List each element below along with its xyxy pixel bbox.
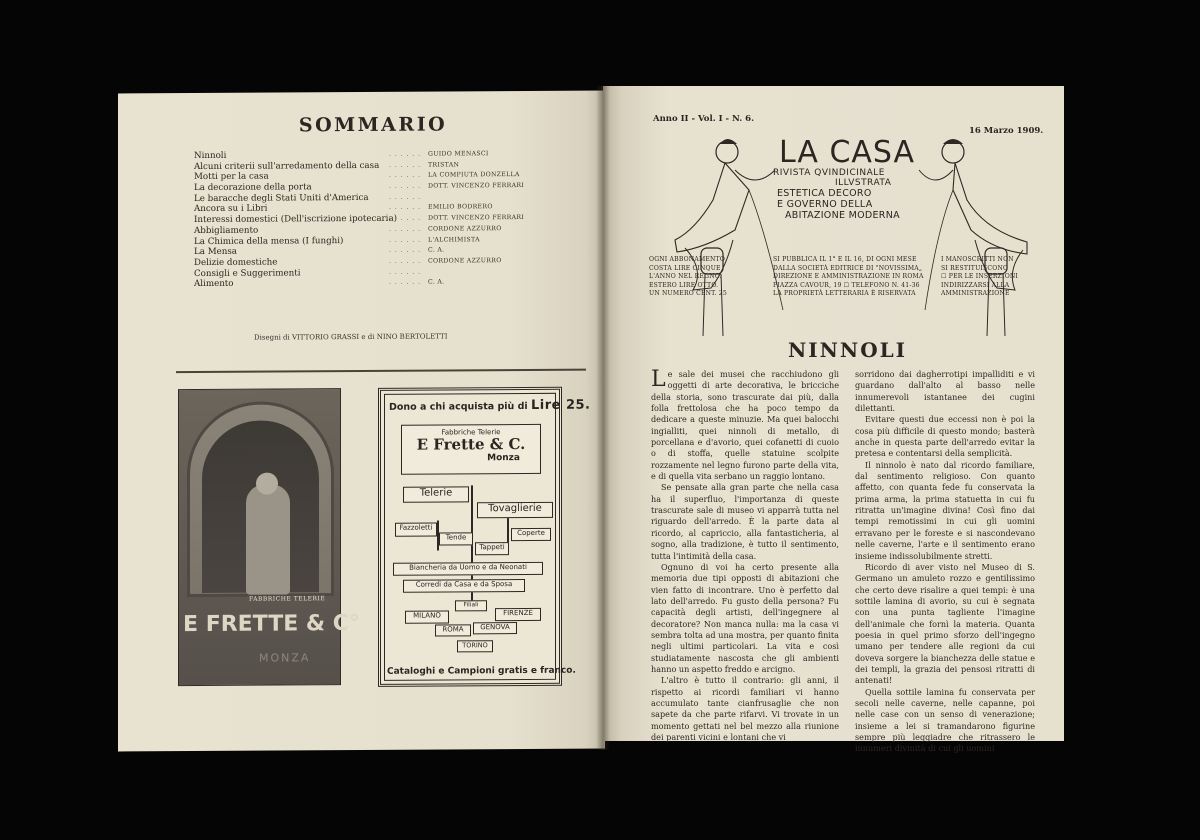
toc-entry-title: Ancora su i Libri <box>194 204 268 215</box>
right-page <box>603 86 1064 754</box>
toc-leader-dots: . . . . . . <box>389 278 421 287</box>
sign-biancheria: Biancheria da Uomo e da Neonati <box>393 562 543 576</box>
spine-shadow <box>596 86 610 750</box>
table-of-contents <box>194 149 574 290</box>
toc-leader-dots: . . . . . . <box>389 268 421 276</box>
frette-signpost-ad <box>378 387 591 687</box>
divider <box>176 369 586 373</box>
toc-entry-title: Alcuni criterii sull'arredamento della casa <box>194 160 380 172</box>
sign-roma: ROMA <box>435 624 471 636</box>
sign-corredi: Corredi da Casa e da Sposa <box>403 579 525 593</box>
toc-leader-dots: . . . . . . <box>389 172 421 180</box>
sign-genova: GENOVA <box>473 622 517 634</box>
sign-telerie: Telerie <box>403 486 469 502</box>
toc-entry-title: Alimento <box>194 279 234 290</box>
ad1-banner: FABBRICHE TELERIE <box>249 595 326 603</box>
issue-date: 16 Marzo 1909. <box>969 126 1044 136</box>
ad2-footer: Cataloghi e Campioni gratis e franco. <box>387 665 576 677</box>
toc-entry-author: EMILIO BODRERO <box>428 203 493 212</box>
sign-fazzoletti: Fazzoletti <box>395 523 437 537</box>
toc-leader-dots: . . . . . . <box>389 246 421 255</box>
article-paragraph: L'altro è tutto il contrario: gli anni, il rispetto ai ricordi familiari vi hanno accumulato tante cianfrusaglie che non sapete da che parte rifarvi. Vi trovate in un momento gettati nel bel mezzo alla riunione dei parenti vicini e lontani che vi <box>651 675 839 742</box>
ad2-header: Dono a chi acquista più di Lire 25. <box>389 397 591 413</box>
info-line: L'ANNO NEL REGNO. <box>649 273 722 281</box>
info-line: OGNI ABBONAMENTO <box>649 256 726 263</box>
info-line: DIREZIONE E AMMINISTRAZIONE IN ROMA <box>773 273 924 281</box>
sign-tende: Tende <box>439 532 473 545</box>
seated-woman-illustration <box>246 484 290 594</box>
toc-entry-author: LA COMPIUTA DONZELLA <box>428 171 520 179</box>
article-paragraph: Le sale dei musei che racchiudono gli oggetti di arte decorativa, le bricciche della storia, sono trascurate dai più, dalla folla frettolosa che ha poco tempo da dedicare a queste minuzie. Ma quei balocchi ingialliti, quei ninnoli di metallo, di porcellana e d'avorio, quei cofanetti di cuoio o di stoffa, quelle statuine scolpite rozzamente nel legno furono parte della vita, e di quella vita serbano un raggio lontano. <box>651 367 839 482</box>
article-paragraph: Evitare questi due eccessi non è poi la cosa più difficile di questo mondo; basterà anche in questa parte dell'arredo evitar la pretesa e contentarsi della semplicità. <box>855 414 1035 459</box>
gothic-arch-illustration <box>187 401 334 597</box>
info-line: ☐ PER LE INSERZIONI <box>941 273 1019 281</box>
issue-number: Anno II - Vol. I - N. 6. <box>653 114 755 124</box>
manuscript-info <box>941 256 1018 299</box>
toc-leader-dots: . . . . . . <box>389 150 421 158</box>
toc-entry-author: GUIDO MENASCI <box>428 150 489 158</box>
info-line: COSTA LIRE CINQUE <box>649 264 721 272</box>
sign-filiali: Filiali <box>455 600 487 611</box>
toc-leader-dots: . . . . . . <box>389 257 421 265</box>
toc-entry-title: Ninnoli <box>194 150 227 162</box>
sign-tovaglierie: Tovaglierie <box>477 502 553 518</box>
masthead: LA CASA RIVISTA QVINDICINALE ILLVSTRATA ESTETICA DECORO E GOVERNO DELLA ABITAZIONE MODERNA <box>771 138 921 221</box>
toc-entry-author: CORDONE AZZURRO <box>428 257 502 265</box>
toc-entry-author: C. A. <box>428 278 445 286</box>
sign-coperte: Coperte <box>511 528 551 541</box>
article-title: NINNOLI <box>788 338 908 362</box>
toc-leader-dots: . . . . . . <box>389 204 421 212</box>
art-nouveau-woman-right-illustration <box>923 130 1043 340</box>
toc-entry-title: Le baracche degli Stati Uniti d'America <box>194 192 369 204</box>
drop-cap: L <box>651 367 666 392</box>
toc-entry-title: La Mensa <box>194 246 237 258</box>
article-paragraph: Il ninnolo è nato dal ricordo familiare, dal sentimento religioso. Con quanto affetto, con quanta fede fu conservata la prima arma, la prima statuetta in cui fu ritratta un'imagine divina! Così fino dai tempi remotissimi in cui gli uomini erravano per le foreste e si nascondevano nelle caverne, l'arte e il sentimento erano insieme indissolubilmente stretti. <box>855 459 1035 561</box>
publication-info <box>773 256 924 299</box>
info-line: SI PUBBLICA IL 1° E IL 16, DI OGNI MESE <box>773 256 917 263</box>
toc-leader-dots: . . . . . . <box>389 214 421 222</box>
toc-entry-title: Motti per la casa <box>194 171 269 183</box>
article-paragraph: Se pensate alla gran parte che nella casa ha il superfluo, l'importanza di queste trascurate sale di museo vi apparrà tutta nel riguardo dell'arredo. È la parte data al ricordo, al capriccio, alla fantasticheria, al sogno, alla tradizione, è tutto il sentimento, tutta l'intimità della casa. <box>651 482 839 561</box>
left-page <box>118 91 605 752</box>
toc-entry-title: Interessi domestici (Dell'iscrizione ipotecaria) <box>194 213 398 226</box>
illustrators-credit: Disegni di VITTORIO GRASSI e di NINO BERTOLETTI <box>254 332 448 342</box>
toc-entry-title: Abbigliamento <box>194 225 259 236</box>
toc-entry-title: La Chimica della mensa (I funghi) <box>194 235 344 247</box>
subscription-info <box>649 256 727 299</box>
article-paragraph: Quella sottile lamina fu conservata per secoli nelle caverne, nelle capanne, poi nelle case con un senso di venerazione; insieme a lei si tramandarono figurine sempre più leggiadre che ritrassero le innumeri divinità di cui gli uomini <box>855 686 1035 754</box>
article-column-1 <box>651 369 839 743</box>
sommario-title: SOMMARIO <box>298 113 448 137</box>
info-line: PIAZZA CAVOUR, 19 ☐ TELEFONO N. 41-36 <box>773 281 920 289</box>
toc-entry <box>194 277 574 290</box>
toc-leader-dots: . . . . . . <box>389 193 421 201</box>
toc-entry-author: C. A. <box>428 246 445 254</box>
masthead-title: LA CASA <box>779 135 916 170</box>
toc-entry-author: TRISTAN <box>428 161 460 169</box>
toc-leader-dots: . . . . . . <box>389 161 421 169</box>
toc-entry-title: La decorazione della porta <box>194 182 312 194</box>
toc-entry-author: DOTT. VINCENZO FERRARI <box>428 214 525 222</box>
sign-firenze: FIRENZE <box>495 608 541 621</box>
toc-leader-dots: . . . . . . <box>389 236 421 244</box>
toc-leader-dots: . . . . . . <box>389 182 421 190</box>
info-line: SI RESTITUISCONO <box>941 264 1009 272</box>
toc-entry-author: CORDONE AZZURRO <box>428 224 502 233</box>
article-column-2 <box>855 369 1035 755</box>
info-line: LA PROPRIETÀ LETTERARIA È RISERVATA <box>773 290 916 298</box>
sign-brand: Fabbriche Telerie E Frette & C. Monza <box>401 424 541 475</box>
toc-entry-title: Consigli e Suggerimenti <box>194 267 301 279</box>
info-line: AMMINISTRAZIONE <box>941 290 1010 298</box>
ad1-brand: E FRETTE & C° <box>183 611 360 638</box>
sign-milano: MILANO <box>405 610 449 623</box>
article-paragraph: Ognuno di voi ha certo presente alla memoria due tipi opposti di abitazioni che vien fatto di incontrare. Uno è perfetto dal lato dell'arredo. Fu gusto della persona? Fu capacità degli artisti, dell'ingegnere al decoratore? Non manca nulla: ma la casa vi sembra tolta ad una mostra, per quanto finita negli ultimi particolari. La vita e così studiatamente nascosta che gli ambienti hanno un aspetto freddo e arcigno. <box>651 561 839 674</box>
toc-entry-title: Delizie domestiche <box>194 257 278 268</box>
ad1-city: MONZA <box>259 651 311 665</box>
toc-entry-author: DOTT. VINCENZO FERRARI <box>428 182 525 190</box>
article-paragraph: sorridono dai dagherrotipi impalliditi e vi guardano dall'alto al basso nelle innumerevoli istantanee dei cugini dilettanti. <box>855 369 1035 414</box>
info-line: ESTERO LIRE OTTO. <box>649 281 719 289</box>
info-line: INDIRIZZARSI ALLA <box>941 281 1010 289</box>
toc-leader-dots: . . . . . . <box>389 225 421 233</box>
frette-illustrated-ad <box>178 388 360 686</box>
article-paragraph: Ricordo di aver visto nel Museo di S. Germano un amuleto rozzo e gentilissimo che certo deve risalire a quei tempi: è una sottile lamina di avorio, su cui è segnata con una punta tagliente l'imagine dell'animale che fornì la materia. Quanta poesia in quel primo sforzo dell'ingegno umano per tendere alle regioni da cui doveva sorgere la bianchezza delle statue e dei templi, la grazia dei pensosi ritratti di antenati! <box>855 561 1035 686</box>
info-line: UN NUMERO CENT. 25 <box>649 290 727 298</box>
info-line: DALLA SOCIETÀ EDITRICE DI "NOVISSIMA„ <box>773 264 923 272</box>
toc-entry-author: L'ALCHIMISTA <box>428 235 480 244</box>
sign-tappeti: Tappeti <box>475 542 509 555</box>
art-nouveau-woman-left-illustration <box>665 130 785 340</box>
info-line: I MANOSCRITTI NON <box>941 256 1014 263</box>
sign-torino: TORINO <box>457 640 493 652</box>
